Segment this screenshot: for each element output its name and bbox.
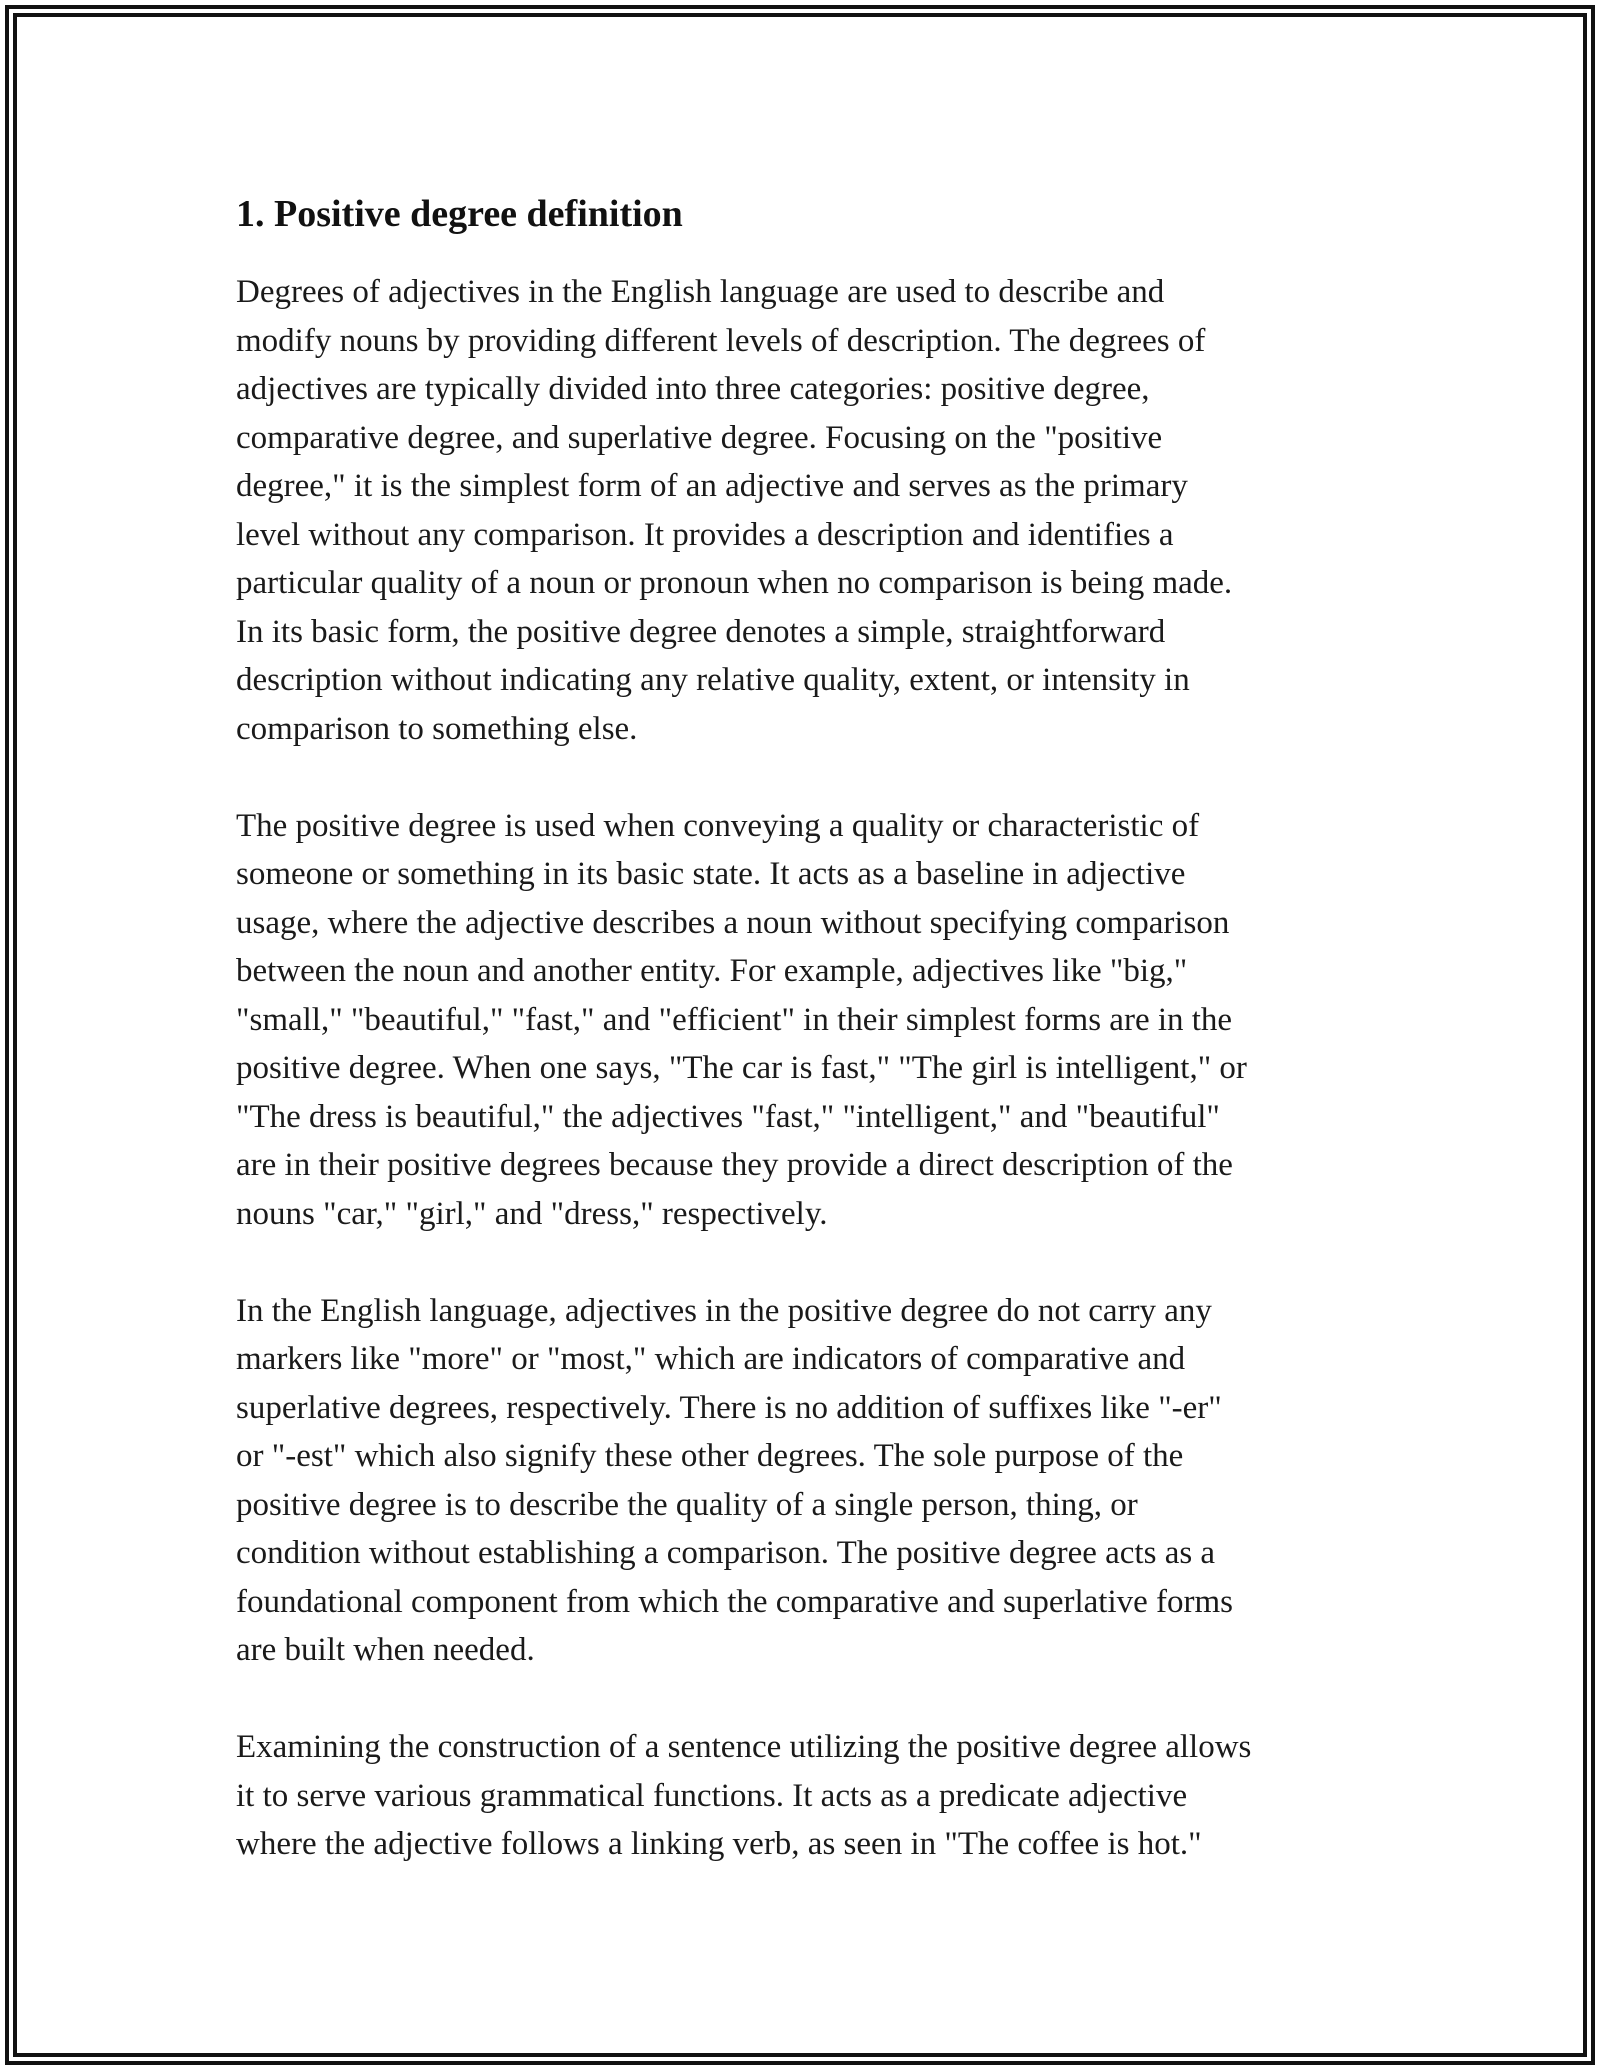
paragraph-sentence-construction: Examining the construction of a sentence utilizing the positive degree allows it to serve various grammatical functions. It acts as a predicate adjective where the adjective follows a linking verb, as seen in "The coffee is hot."	[236, 1729, 1252, 1862]
paragraph-definition-intro: Degrees of adjectives in the English language are used to describe and modify nouns by providing different levels of description. The degrees of adjectives are typically divided into three categories: positive degree, comparative degree, and superlative degree. Focusing on the "positive degree," it is the simplest form of an adjective and serves as the primary level without any comparison. It provides a description and identifies a particular quality of a noun or pronoun when no comparison is being made. In its basic form, the positive degree denotes a simple, straightforward description without indicating any relative quality, extent, or intensity in comparison to something else.	[236, 274, 1233, 747]
paragraph-usage-examples: The positive degree is used when conveying a quality or characteristic of someone or something in its basic state. It acts as a baseline in adjective usage, where the adjective describes a noun without specifying comparison between the noun and another entity. For example, adjectives like "big," "small," "beautiful," "fast," and "efficient" in their simplest forms are in the positive degree. When one says, "The car is fast," "The girl is intelligent," or "The dress is beautiful," the adjectives "fast," "intelligent," and "beautiful" are in their positive degrees because they provide a direct description of the nouns "car," "girl," and "dress," respectively.	[236, 807, 1247, 1232]
paragraph-no-markers: In the English language, adjectives in the positive degree do not carry any markers like "more" or "most," which are indicators of comparative and superlative degrees, respectively. There is no addition of suffixes like "-er" or "-est" which also signify these other degrees. The sole purpose of the positive degree is to describe the quality of a single person, thing, or condition without establishing a comparison. The positive degree acts as a foundational component from which the comparative and superlative forms are built when needed.	[236, 1292, 1234, 1668]
section-heading: 1. Positive degree definition	[236, 193, 683, 235]
document-body	[236, 186, 1386, 1917]
